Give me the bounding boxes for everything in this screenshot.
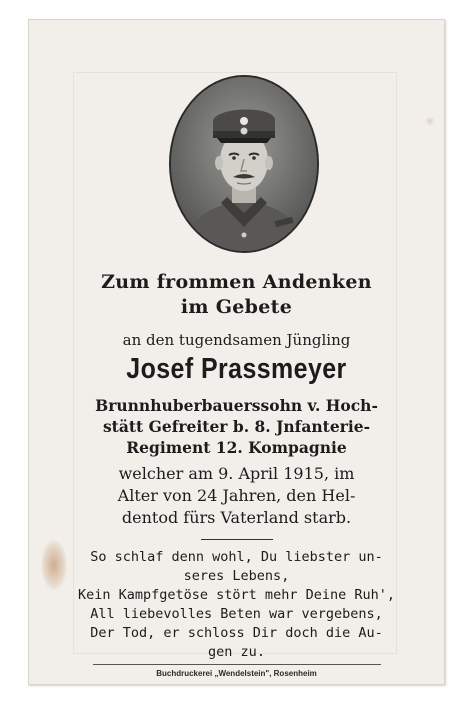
poem-line: Kein Kampfgetöse stört mehr Deine Ruh', <box>78 587 395 603</box>
divider-short <box>201 539 273 540</box>
death-line-2: Alter von 24 Jahren, den Hel- <box>117 486 356 505</box>
rank-line-3: Regiment 12. Kompagnie <box>126 438 347 457</box>
heading-line-1: Zum frommen Andenken <box>101 271 372 293</box>
death-line-3: dentod fürs Vaterland starb. <box>121 508 352 527</box>
poem-line: seres Lebens, <box>183 568 290 584</box>
poem-line: Der Tod, er schloss Dir doch die Au- <box>90 625 383 641</box>
poem-line: gen zu. <box>208 644 265 660</box>
soldier-portrait-icon <box>171 77 317 251</box>
printer-credit: Buchdruckerei „Wendelstein", Rosenheim <box>156 669 317 678</box>
heading-line-2: im Gebete <box>180 296 293 318</box>
poem-line: All liebevolles Beten war vergebens, <box>90 606 383 622</box>
memorial-card <box>28 19 445 685</box>
death-line-1: welcher am 9. April 1915, im <box>118 464 355 483</box>
portrait-photo <box>169 75 319 253</box>
intro-text: an den tugendsamen Jüngling <box>122 331 351 349</box>
divider-long <box>93 664 381 665</box>
stain-icon <box>425 116 435 126</box>
poem-line: So schlaf denn wohl, Du liebster un- <box>90 549 383 565</box>
rank-line-2: stätt Gefreiter b. 8. Jnfanterie- <box>102 417 371 436</box>
rank-line-1: Brunnhuberbauerssohn v. Hoch- <box>95 396 378 415</box>
deceased-name: Josef Prassmeyer <box>126 353 347 385</box>
